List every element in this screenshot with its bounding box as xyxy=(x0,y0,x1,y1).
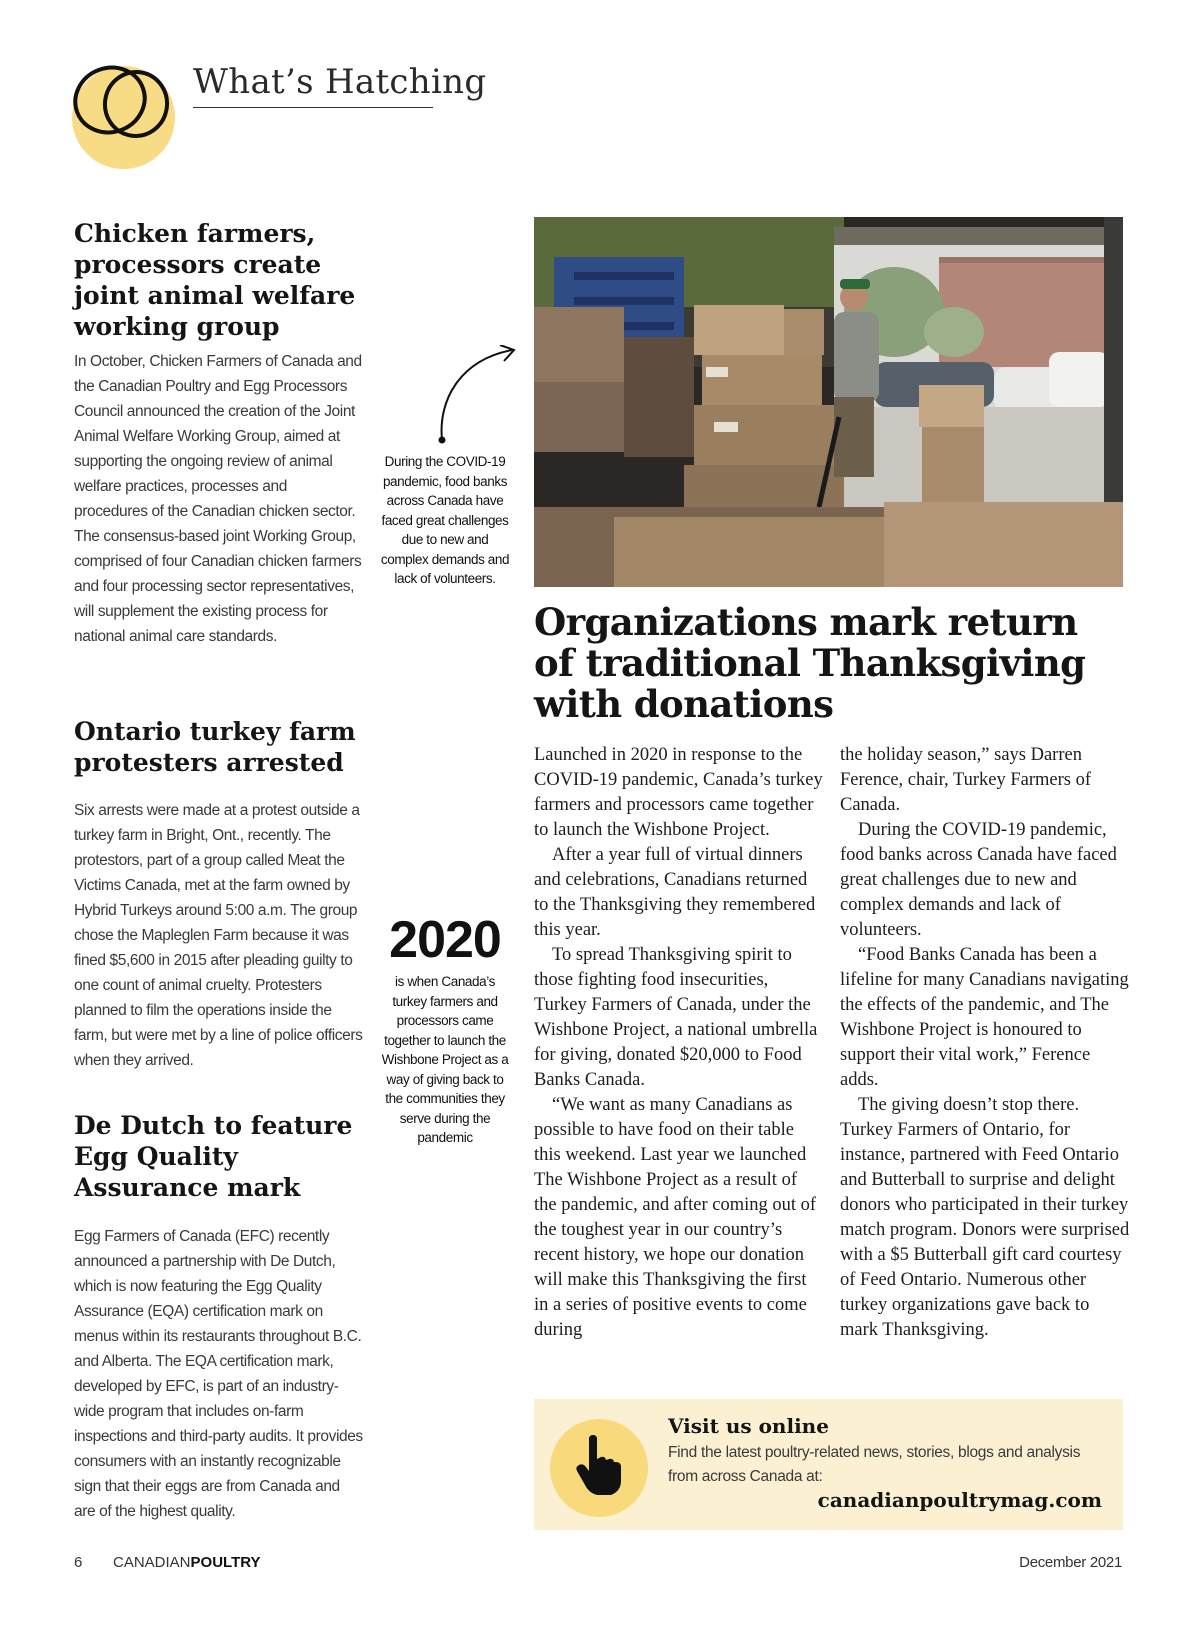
article-body-dedutch: Egg Farmers of Canada (EFC) recently announced a partnership with De Dutch, which is now featuring the Egg Quality Assurance (EQA) certification mark on menus within its restaurants throughout B.C. and Alberta. The EQA certification mark, developed by EFC, is part of an industry-wide program that includes on-farm inspections and third-party audits. It provides consumers with an instantly recognizable sign that their eggs are from Canada and are of the highest quality. xyxy=(74,1228,363,1520)
visit-title: Visit us online xyxy=(668,1414,829,1438)
section-divider xyxy=(193,107,433,108)
page-number: 6 xyxy=(74,1554,83,1571)
paragraph: The giving doesn’t stop there. Turkey Farmers of Ontario, for instance, partnered with Feed Ontario and Butterball to surprise and delight donors who participated in their turkey match program. Donors were surprised with a $5 Butterball gift card courtesy of Feed Ontario. Numerous other turkey organizations gave back to mark Thanksgiving. xyxy=(840,1095,1130,1340)
article-headline-dedutch: De Dutch to feature Egg Quality Assurance mark xyxy=(74,1111,353,1202)
main-headline: Organizations mark return of traditional Thanksgiving with donations xyxy=(534,600,1086,726)
visit-text: Find the latest poultry-related news, stories, blogs and analysis from across Canada at: xyxy=(668,1444,1081,1485)
paragraph: To spread Thanksgiving spirit to those fighting food insecurities, Turkey Farmers of Canada, under the Wishbone Project, a national umbrella for giving, donated $20,000 to Food Banks Canada. xyxy=(534,945,818,1090)
article-body-protest: Six arrests were made at a protest outside a turkey farm in Bright, Ont., recently. The protestors, part of a group called Meat the Victims Canada, met at the farm owned by Hybrid Turkeys around 5:00 a.m. The group chose the Mapleglen Farm because it was fined $5,600 in 2015 after pleading guilty to one count of animal cruelty. Protesters planned to film the operations inside the farm, but were met by a line of police officers when they arrived. xyxy=(74,802,363,1069)
article-body-welfare: In October, Chicken Farmers of Canada and the Canadian Poultry and Egg Processors Council announced the creation of the Joint Animal Welfare Working Group, aimed at supporting the ongoing review of animal welfare practices, processes and procedures of the Canadian chicken sector. The consensus-based joint Working Group, comprised of four Canadian chicken farmers and four processing sector representatives, will supplement the existing process for national animal care standards. xyxy=(74,353,362,645)
paragraph: the holiday season,” says Darren Ference, chair, Turkey Farmers of Canada. xyxy=(840,745,1091,815)
paragraph: During the COVID-19 pandemic, food banks across Canada have faced great challenges due to new and complex demands and lack of volunteers. xyxy=(840,820,1117,940)
stat-number: 2020 xyxy=(389,911,501,969)
paragraph: “We want as many Canadians as possible to have food on their table this weekend. Last year we launched The Wishbone Project as a result of the pandemic, and after coming out of the toughest year in our country’s recent history, we hope our donation will make this Thanksgiving the first in a series of positive events to come during xyxy=(534,1095,817,1340)
paragraph: After a year full of virtual dinners and celebrations, Canadians returned to the Thanksgiving they remembered this year. xyxy=(534,845,816,940)
article-headline-welfare: Chicken farmers, processors create joint animal welfare working group xyxy=(74,219,356,341)
photo-caption: During the COVID-19 pandemic, food banks across Canada have faced great challenges due to new and complex demands and lack of volunteers. xyxy=(380,454,510,586)
article-headline-protest: Ontario turkey farm protesters arrested xyxy=(74,717,356,777)
stat-caption: is when Canada’s turkey farmers and processors came together to launch the Wishbone Project as a way of giving back to the communities they serve during the pandemic xyxy=(381,974,509,1145)
paragraph: Launched in 2020 in response to the COVID-19 pandemic, Canada’s turkey farmers and processors came together to launch the Wishbone Project. xyxy=(534,745,823,840)
pointing-hand-icon xyxy=(575,1435,623,1497)
brand-bold: POULTRY xyxy=(190,1554,261,1571)
section-title: What’s Hatching xyxy=(193,62,487,102)
food-bank-photo xyxy=(534,217,1123,587)
curved-arrow-icon xyxy=(430,345,520,445)
website-link[interactable]: canadianpoultrymag.com xyxy=(817,1488,1102,1512)
magazine-brand xyxy=(113,1554,261,1571)
paragraph: “Food Banks Canada has been a lifeline for many Canadians navigating the effects of the pandemic, and The Wishbone Project is honoured to support their vital work,” Ference adds. xyxy=(840,945,1129,1090)
main-article-column-2 xyxy=(840,743,1130,1343)
eggs-icon xyxy=(70,58,180,148)
issue-date: December 2021 xyxy=(1019,1554,1122,1571)
main-article-column-1 xyxy=(534,743,824,1343)
brand-prefix: CANADIAN xyxy=(113,1554,191,1571)
